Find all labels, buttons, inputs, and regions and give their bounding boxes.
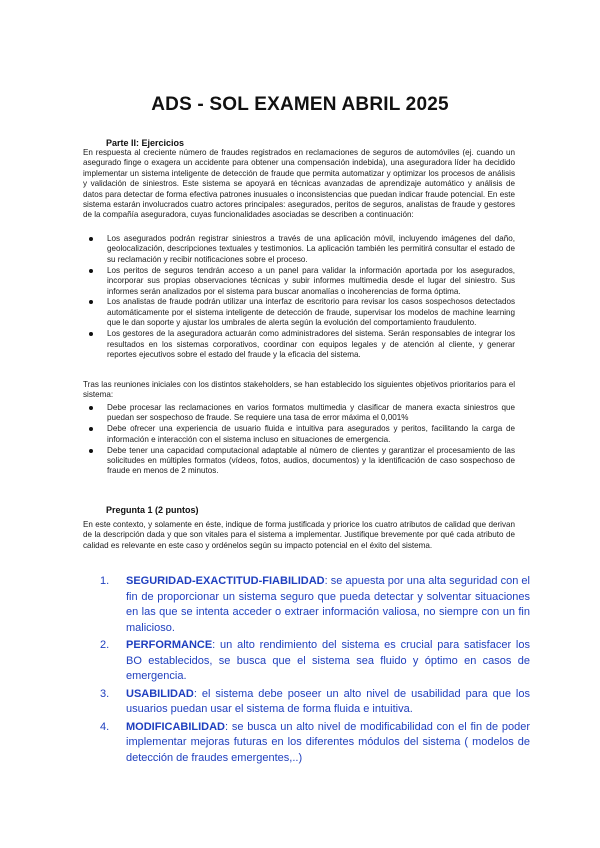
question-heading: Pregunta 1 (2 puntos) <box>106 505 199 515</box>
answer-item <box>100 574 530 636</box>
bullet-icon <box>89 406 93 410</box>
answer-term: PERFORMANCE <box>126 639 213 651</box>
answer-text: : el sistema debe poseer un alto nivel de usabilidad para que los usuarios puedan usar el sistema de forma fluida e intuitiva. <box>126 687 530 715</box>
answers-list <box>100 574 530 768</box>
objectives-intro: Tras las reuniones iniciales con los distintos stakeholders, se han establecido los siguientes objetivos prioritarios para el sistema: <box>83 380 515 400</box>
answer-item <box>100 720 530 767</box>
list-item: Debe procesar las reclamaciones en varios formatos multimedia y clasificar de manera exacta siniestros que puedan ser sospechoso de fraude. Se requiere una tasa de error máxima el 0,001% <box>83 403 515 424</box>
list-item: Los asegurados podrán registrar siniestros a través de una aplicación móvil, incluyendo imágenes del daño, geolocalización, descripciones textuales y testimonios. La aplicación también les permitirá consultar el estado de su reclamación y recibir notificaciones sobre el proceso. <box>83 234 515 265</box>
bullet-icon <box>89 332 93 336</box>
answer-text: : se busca un alto nivel de modificabilidad con el fin de poder implementar mejoras futuras en los diferentes módulos del sistema ( modelos de detección de fraudes emergentes,..) <box>126 720 530 764</box>
intro-paragraph: En respuesta al creciente número de fraudes registrados en reclamaciones de seguros de automóviles (ej. cuando un asegurado finge o exagera un accidente para obtener una compensación indebida), una aseguradora líder ha decidido implementar un sistema inteligente de detección de fraude que permita automatizar y optimizar los procesos de análisis y validación de siniestros. Este sistema se apoyará en técnicas avanzadas de aprendizaje automático y análisis de datos para detectar de forma efectiva patrones inusuales o inconsistencias que puedan indicar fraude potencial. En este sistema estarán involucrados cuatro actores principales: asegurados, peritos de seguros, analistas de fraude y gestores de la compañía aseguradora, cuyas funcionalidades asociadas se describen a continuación: <box>83 148 515 220</box>
answer-item <box>100 638 530 685</box>
part-heading: Parte II: Ejercicios <box>106 138 185 148</box>
objectives-list <box>83 403 515 477</box>
answer-term: MODIFICABILIDAD <box>126 720 225 733</box>
answer-number: 2. <box>100 639 110 651</box>
answer-text: : se apuesta por una alta seguridad con el fin de proporcionar un sistema seguro que pueda detectar y solventar situaciones en las que se intenta acceder o extraer información valiosa, no siempre con un fin malicioso. <box>126 575 530 634</box>
question-text: En este contexto, y solamente en éste, indique de forma justificada y priorice los cuatro atributos de calidad que derivan de la descripción dada y que son vitales para el sistema a implementar. Justifique brevemente por qué cada atributo de calidad es relevante en este caso y ordénelos según su impacto potencial en el éxito del sistema. <box>83 520 515 550</box>
answer-item <box>100 687 530 718</box>
list-item: Los analistas de fraude podrán utilizar una interfaz de escritorio para revisar los casos sospechosos detectados automáticamente por el sistema inteligente de detección de fraude, supervisar los modelos de machine learning que le dan soporte y ajustar los umbrales de alerta según la evolución del comportamiento fraudulento. <box>83 297 515 328</box>
document-title: ADS - SOL EXAMEN ABRIL 2025 <box>151 94 449 115</box>
bullet-icon <box>89 427 93 431</box>
bullet-icon <box>89 449 93 453</box>
answer-term: SEGURIDAD-EXACTITUD-FIABILIDAD <box>126 575 325 587</box>
answer-number: 4. <box>100 720 110 733</box>
bullet-icon <box>89 300 93 304</box>
list-item: Debe tener una capacidad computacional adaptable al número de clientes y garantizar el procesamiento de las solicitudes en múltiples formatos (vídeos, fotos, audios, documentos) y la identificación de caso sospechoso de fraude en menos de 2 minutos. <box>83 446 515 477</box>
bullet-icon <box>89 269 93 273</box>
answer-number: 1. <box>100 575 110 587</box>
bullet-icon <box>89 237 93 241</box>
list-item: Los gestores de la aseguradora actuarán como administradores del sistema. Serán responsables de integrar los resultados en los sistemas corporativos, coordinar con equipos legales y de atención al cliente, y generar reportes ejecutivos sobre el estado del fraude y la eficacia del sistema. <box>83 329 515 360</box>
answer-text: : un alto rendimiento del sistema es crucial para satisfacer los BO establecidos, se busca que el sistema sea fluido y óptimo en casos de emergencia. <box>126 639 530 682</box>
answer-number: 3. <box>100 687 110 700</box>
list-item: Los peritos de seguros tendrán acceso a un panel para validar la información aportada por los asegurados, incorporar sus propias observaciones técnicas y subir informes multimedia desde el lugar del siniestro. Sus informes serán analizados por el sistema para buscar anomalías o incoherencias de forma óptima. <box>83 266 515 297</box>
actors-list <box>83 234 515 361</box>
answer-term: USABILIDAD <box>126 687 194 700</box>
list-item: Debe ofrecer una experiencia de usuario fluida e intuitiva para asegurados y peritos, facilitando la carga de información e interacción con el sistema incluso en situaciones de emergencia. <box>83 424 515 445</box>
